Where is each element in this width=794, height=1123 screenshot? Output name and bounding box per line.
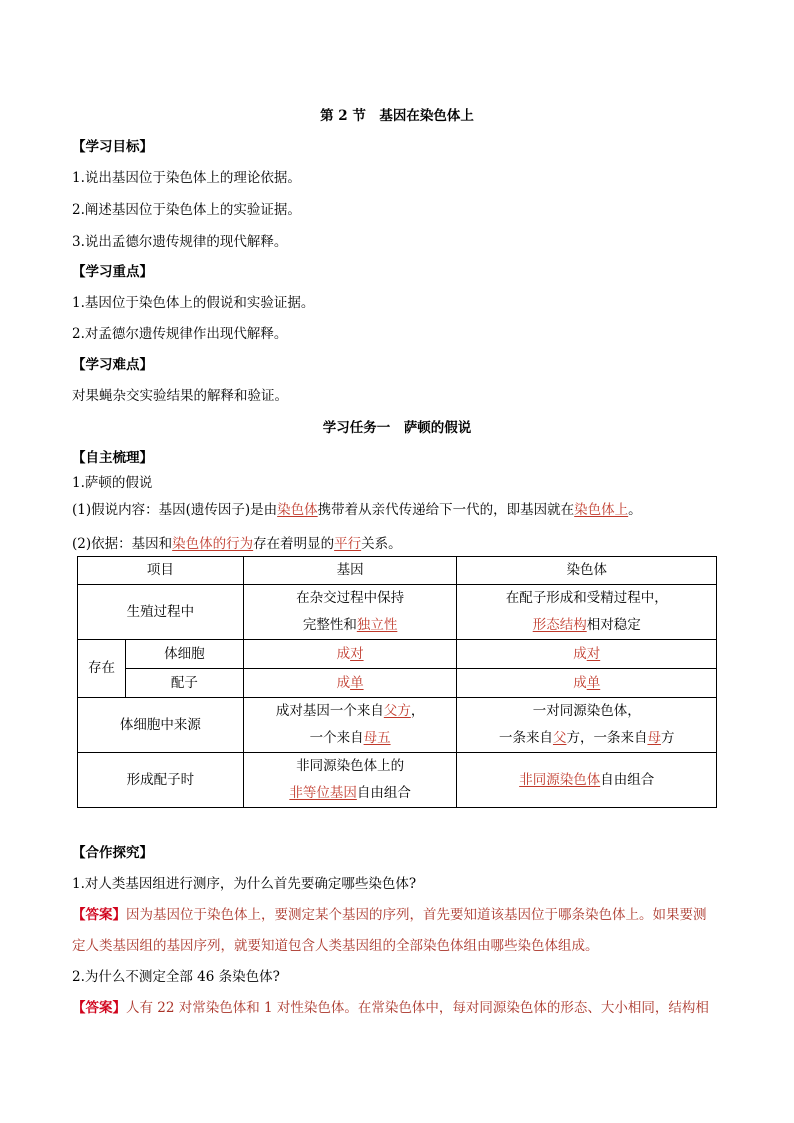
table-cell: 成对基因一个来自父方， 一个来自母五 — [243, 698, 457, 753]
hypothesis-line: (1)假说内容：基因(遗传因子)是由染色体携带着从亲代传递给下一代的，即基因就在染色体上。 — [72, 502, 642, 518]
row-label: 体细胞中来源 — [78, 698, 244, 753]
hypothesis-answer: 染色体 — [277, 502, 318, 518]
basis-answer: 染色体的行为 — [172, 536, 254, 552]
table-cell: 在杂交过程中保持 完整性和独立性 — [243, 585, 457, 640]
header-item: 项目 — [78, 557, 244, 585]
table-row — [78, 698, 717, 753]
page-title: 第 2 节 基因在染色体上 — [320, 108, 474, 124]
answer-line: 【答案】因为基因位于染色体上，要测定某个基因的序列，首先要知道该基因位于哪条染色体上。如果要测 — [72, 907, 707, 923]
difficulty-item: 对果蝇杂交实验结果的解释和验证。 — [72, 388, 288, 404]
table-cell: 成对 — [243, 640, 457, 669]
table-cell: 非同源染色体自由组合 — [457, 753, 717, 808]
header-gene: 基因 — [243, 557, 457, 585]
question: 2.为什么不测定全部 46 条染色体? — [72, 969, 280, 985]
table-cell: 非同源染色体上的 非等位基因自由组合 — [243, 753, 457, 808]
answer-line: 定人类基因组的基因序列，就要知道包含人类基因组的全部染色体组由哪些染色体组成。 — [72, 938, 599, 954]
row-label: 存在 — [78, 640, 126, 698]
table-row — [78, 585, 717, 640]
key-points-heading: 【学习重点】 — [72, 264, 153, 280]
table-cell: 在配子形成和受精过程中， 形态结构相对稳定 — [457, 585, 717, 640]
row-label: 生殖过程中 — [78, 585, 244, 640]
objective-item: 3.说出孟德尔遗传规律的现代解释。 — [72, 234, 288, 250]
table-cell: 成单 — [457, 669, 717, 698]
objective-item: 2.阐述基因位于染色体上的实验证据。 — [72, 202, 301, 218]
row-label: 形成配子时 — [78, 753, 244, 808]
row-label: 配子 — [125, 669, 243, 698]
objectives-heading: 【学习目标】 — [72, 139, 153, 155]
table-row — [78, 557, 717, 585]
table-row — [78, 753, 717, 808]
answer-label: 【答案】 — [72, 907, 126, 923]
answer-line: 【答案】人有 22 对常染色体和 1 对性染色体。在常染色体中，每对同源染色体的形态、大小相同，结构相 — [72, 1000, 709, 1016]
question: 1.对人类基因组进行测序，为什么首先要确定哪些染色体? — [72, 876, 417, 892]
answer-label: 【答案】 — [72, 1000, 126, 1016]
table-cell: 成对 — [457, 640, 717, 669]
basis-answer: 平行 — [334, 536, 362, 552]
difficulties-heading: 【学习难点】 — [72, 357, 153, 373]
coop-heading: 【合作探究】 — [72, 845, 153, 861]
table-row — [78, 669, 717, 698]
header-chromosome: 染色体 — [457, 557, 717, 585]
self-review-heading: 【自主梳理】 — [72, 450, 153, 466]
sub-heading: 1.萨顿的假说 — [72, 475, 153, 491]
objective-item: 1.说出基因位于染色体上的理论依据。 — [72, 170, 301, 186]
row-label: 体细胞 — [125, 640, 243, 669]
task1-title: 学习任务一 萨顿的假说 — [322, 420, 472, 436]
table-row — [78, 640, 717, 669]
hypothesis-answer: 染色体上 — [574, 502, 629, 518]
table-cell: 一对同源染色体， 一条来自父方，一条来自母方 — [457, 698, 717, 753]
table-cell: 成单 — [243, 669, 457, 698]
comparison-table — [77, 556, 717, 808]
key-point-item: 2.对孟德尔遗传规律作出现代解释。 — [72, 326, 288, 342]
basis-line: (2)依据：基因和染色体的行为存在着明显的平行关系。 — [72, 536, 402, 552]
key-point-item: 1.基因位于染色体上的假说和实验证据。 — [72, 295, 315, 311]
